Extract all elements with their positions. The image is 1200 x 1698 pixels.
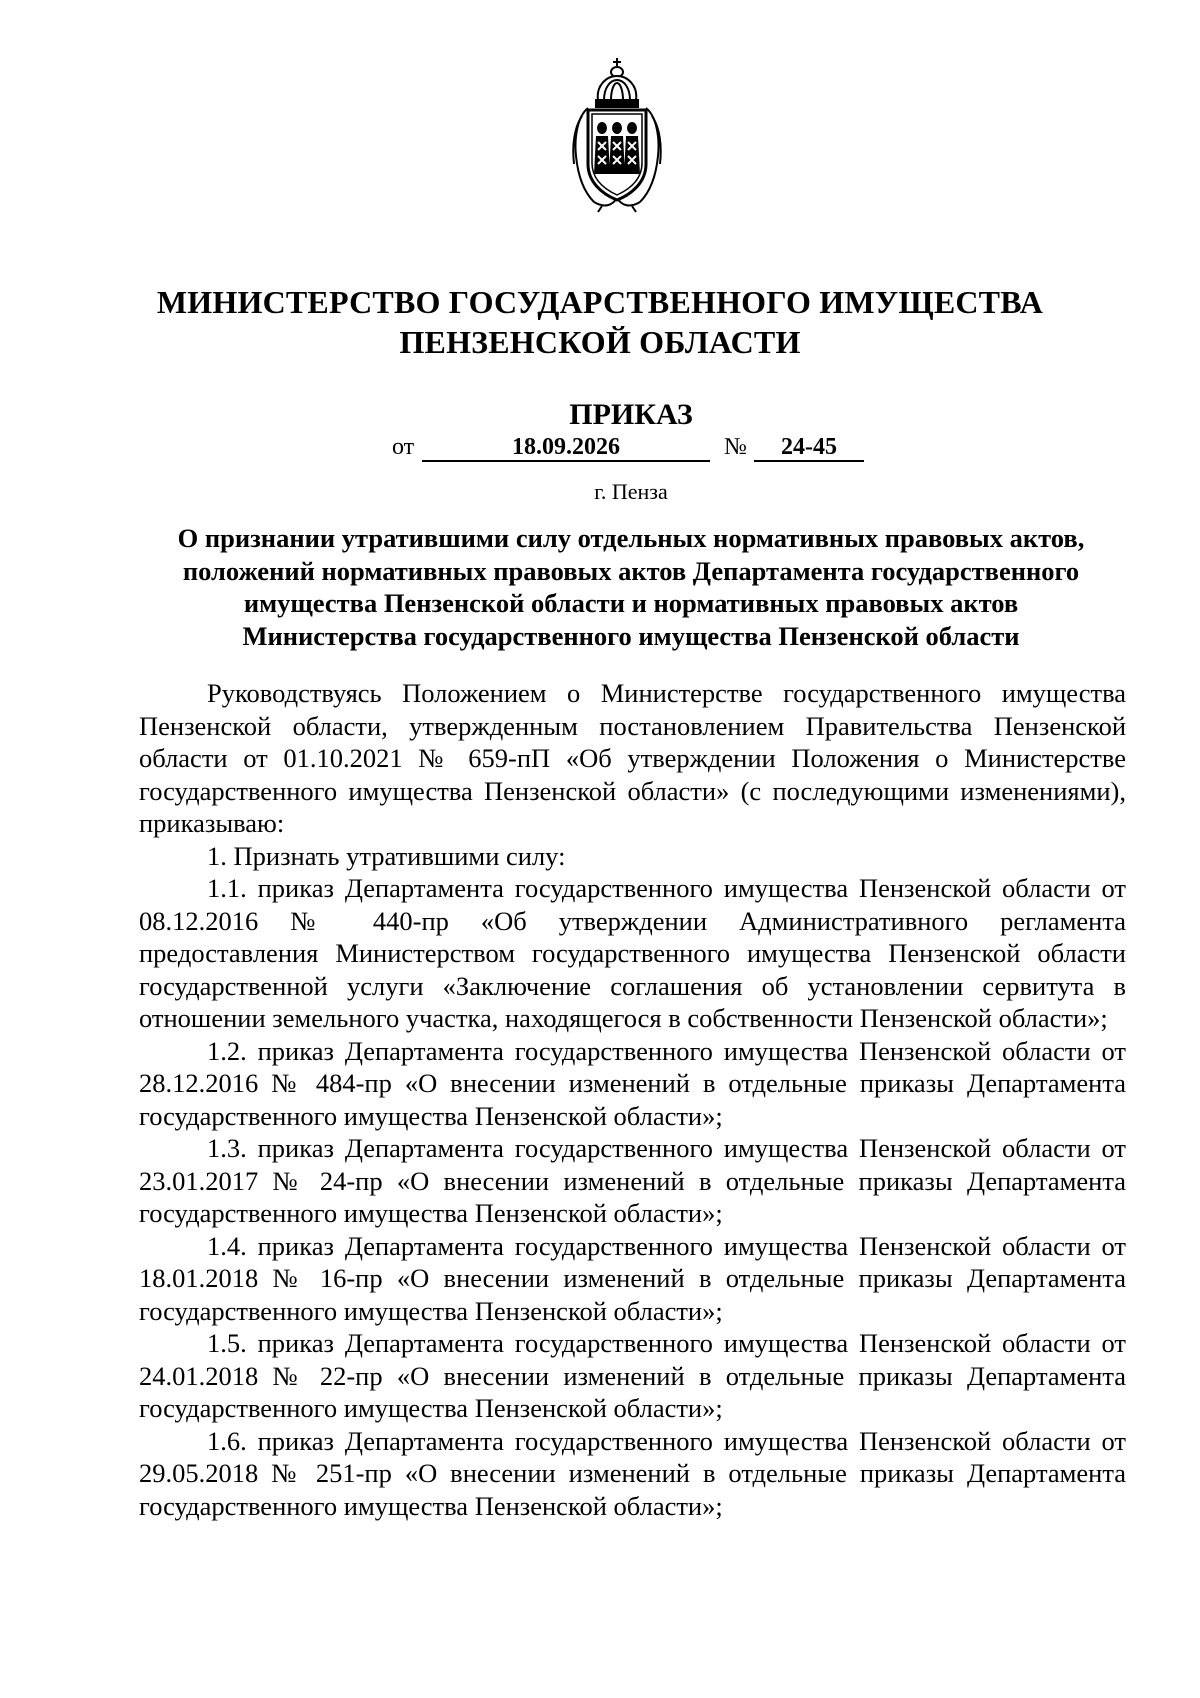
item-1-2-paragraph: 1.2. приказ Департамента государственного имущества Пензенской области от 28.12.2016 № 484-пр «О внесении изменений в отдельные приказы Департамента государственного имущества Пензенской области»; bbox=[139, 1035, 1126, 1131]
preamble-paragraph: Руководствуясь Положением о Министерстве государственного имущества Пензенской области, утвержденным постановлением Правительства Пензенской области от 01.10.2021 № 659-пП «Об утверждении Положения о Министерстве государственного имущества Пензенской области» (с последующими изменениями), приказываю: bbox=[139, 678, 1126, 838]
subject-line: положений нормативных правовых актов Департамента государственного bbox=[182, 555, 1080, 586]
subject-line: имущества Пензенской области и нормативных правовых актов bbox=[243, 588, 1019, 618]
number-sign: № bbox=[724, 434, 747, 460]
item-1-1-paragraph: 1.1. приказ Департамента государственного имущества Пензенской области от 08.12.2016 № 440-пр «Об утверждении Административного регламента предоставления Министерством государственного имущества Пензенской области государственной услуги «Заключение соглашения об установлении сервитута в отношении земельного участка, находящегося в собственности Пензенской области»; bbox=[139, 873, 1126, 1033]
item-1-5-paragraph: 1.5. приказ Департамента государственного имущества Пензенской области от 24.01.2018 № 22-пр «О внесении изменений в отдельные приказы Департамента государственного имущества Пензенской области»; bbox=[139, 1328, 1126, 1423]
item-1-3-paragraph: 1.3. приказ Департамента государственного имущества Пензенской области от 23.01.2017 № 24-пр «О внесении изменений в отдельные приказы Департамента государственного имущества Пензенской области»; bbox=[139, 1133, 1126, 1228]
document-body bbox=[139, 677, 1126, 1522]
city: г. Пенза bbox=[594, 479, 668, 504]
item-1-6-paragraph: 1.6. приказ Департамента государственного имущества Пензенской области от 29.05.2018 № 251-пр «О внесении изменений в отдельные приказы Департамента государственного имущества Пензенской области»; bbox=[139, 1425, 1126, 1521]
document-type: ПРИКАЗ bbox=[569, 398, 693, 431]
from-label: от bbox=[392, 434, 415, 460]
item-1-4-paragraph: 1.4. приказ Департамента государственного имущества Пензенской области от 18.01.2018 № 16-пр «О внесении изменений в отдельные приказы Департамента государственного имущества Пензенской области»; bbox=[139, 1230, 1126, 1326]
penza-region-coat-of-arms-icon bbox=[568, 56, 666, 214]
document-subject bbox=[136, 522, 1126, 652]
subject-line: О признании утратившими силу отдельных нормативных правовых актов, bbox=[177, 523, 1085, 553]
ministry-title-line1: МИНИСТЕРСТВО ГОСУДАРСТВЕННОГО ИМУЩЕСТВА bbox=[156, 284, 1044, 320]
ministry-title-line2: ПЕНЗЕНСКОЙ ОБЛАСТИ bbox=[399, 324, 801, 360]
item-1-paragraph: 1. Признать утратившими силу: bbox=[207, 840, 566, 871]
ministry-title bbox=[0, 282, 1200, 362]
document-number: 24-45 bbox=[754, 428, 864, 462]
subject-line: Министерства государственного имущества Пензенской области bbox=[242, 620, 1020, 651]
document-date: 18.09.2026 bbox=[422, 428, 710, 462]
